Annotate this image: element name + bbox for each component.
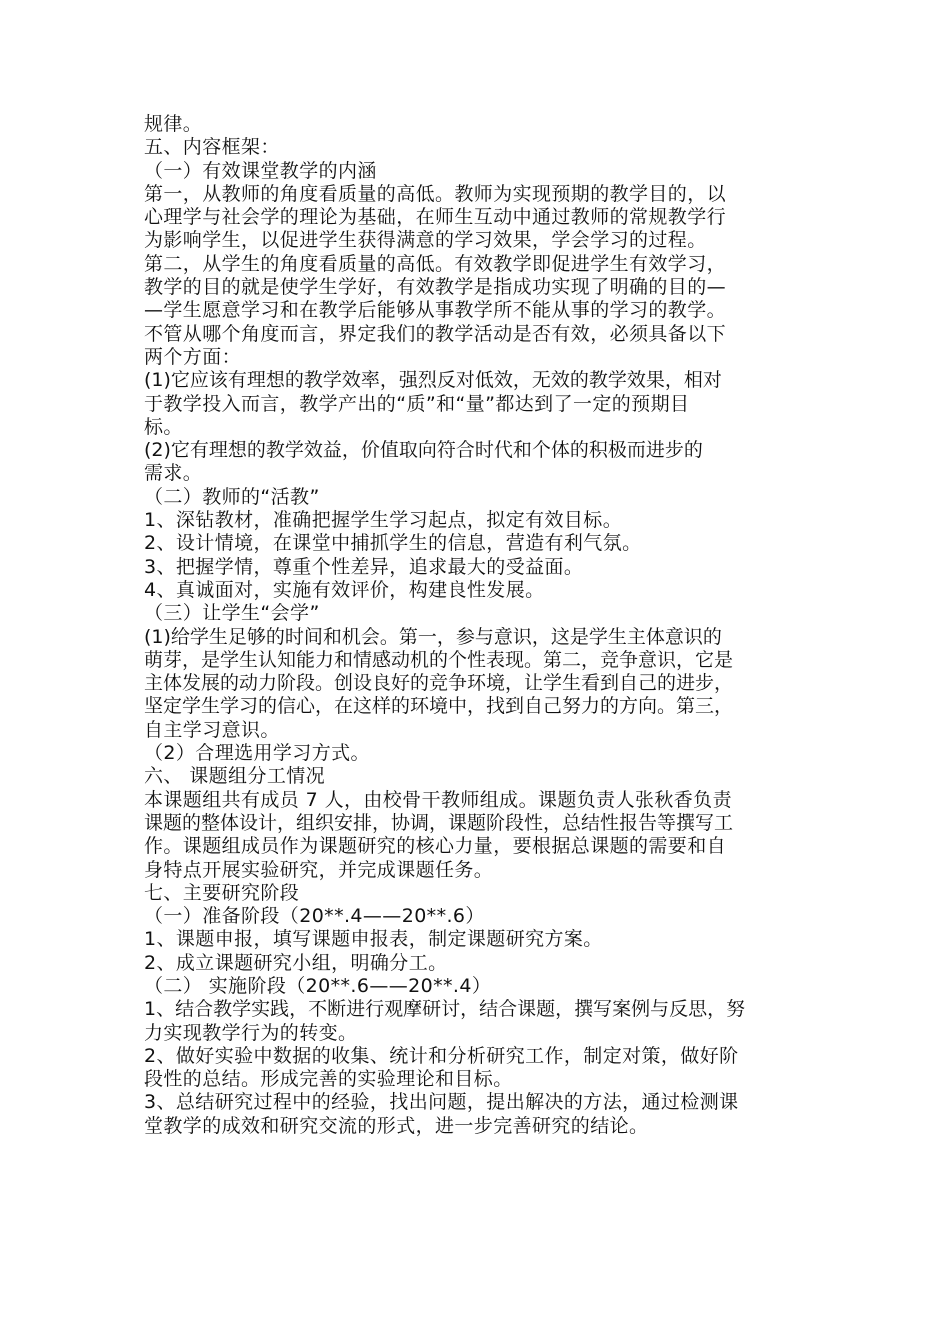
text-line: 身特点开展实验研究，并完成课题任务。 [144,858,494,881]
list-item: 1、课题申报，填写课题申报表，制定课题研究方案。 [144,928,603,951]
subsection-heading: （一）准备阶段（20**.4——20**.6） [144,905,485,928]
text-line: 本课题组共有成员 7 人，由校骨干教师组成。课题负责人张秋香负责 [144,788,732,811]
section-heading: 五、内容框架： [144,136,280,159]
list-item: 2、成立课题研究小组，明确分工。 [144,951,448,974]
list-item: 1、深钻教材，准确把握学生学习起点，拟定有效目标。 [144,509,623,532]
list-item: 2、设计情境，在课堂中捕抓学生的信息，营造有利气氛。 [144,532,642,555]
section-heading: 七、主要研究阶段 [144,881,300,904]
text-line: 于教学投入而言，教学产出的“质”和“量”都达到了一定的预期目 [144,392,690,415]
list-item: 2、做好实验中数据的收集、统计和分析研究工作，制定对策，做好阶 [144,1044,739,1067]
subsection-heading: （三）让学生“会学” [144,602,320,625]
text-line: 需求。 [144,462,203,485]
text-line: (1)给学生足够的时间和机会。第一，参与意识，这是学生主体意识的 [144,625,722,648]
text-line: 两个方面： [144,345,242,368]
text-line: 不管从哪个角度而言，界定我们的教学活动是否有效，必须具备以下 [144,322,727,345]
text-line: 为影响学生，以促进学生获得满意的学习效果，学会学习的过程。 [144,229,707,252]
list-item: 1、结合教学实践，不断进行观摩研讨，结合课题，撰写案例与反思，努 [144,998,746,1021]
text-line: 第二，从学生的角度看质量的高低。有效教学即促进学生有效学习， [144,252,727,275]
text-line: 力实现教学行为的转变。 [144,1021,358,1044]
text-line: 标。 [144,415,183,438]
text-line: 教学的目的就是使学生学好，有效教学是指成功实现了明确的目的— [144,276,727,299]
text-line: (2)它有理想的教学效益，价值取向符合时代和个体的积极而进步的 [144,439,703,462]
text-line: 作。课题组成员作为课题研究的核心力量，要根据总课题的需要和自 [144,835,727,858]
text-line: 课题的整体设计，组织安排，协调，课题阶段性，总结性报告等撰写工 [144,811,734,834]
subsection-heading: （二） 实施阶段（20**.6——20**.4） [144,974,492,997]
section-heading: 六、 课题组分工情况 [144,765,326,788]
subsection-heading: （一）有效课堂教学的内涵 [144,159,377,182]
list-item: 4、真诚面对，实施有效评价，构建良性发展。 [144,578,545,601]
list-item: 3、总结研究过程中的经验，找出问题，提出解决的方法，通过检测课 [144,1091,739,1114]
text-line: 段性的总结。形成完善的实验理论和目标。 [144,1068,513,1091]
text-line: （2）合理选用学习方式。 [144,742,370,765]
list-item: 3、把握学情，尊重个性差异，追求最大的受益面。 [144,555,584,578]
text-line: 自主学习意识。 [144,718,280,741]
text-line: 堂教学的成效和研究交流的形式，进一步完善研究的结论。 [144,1114,649,1137]
text-line: 主体发展的动力阶段。创设良好的竞争环境，让学生看到自己的进步， [144,672,734,695]
subsection-heading: （二）教师的“活教” [144,485,320,508]
text-line: —学生愿意学习和在教学后能够从事教学所不能从事的学习的教学。 [144,299,727,322]
text-line: 第一，从教师的角度看质量的高低。教师为实现预期的教学目的，以 [144,182,727,205]
text-line: 坚定学生学习的信心，在这样的环境中，找到自己努力的方向。第三， [144,695,734,718]
text-line: 心理学与社会学的理论为基础，在师生互动中通过教师的常规教学行 [144,206,727,229]
text-line: 萌芽，是学生认知能力和情感动机的个性表现。第二，竞争意识，它是 [144,648,734,671]
document-body [144,113,824,1138]
text-line: (1)它应该有理想的教学效率，强烈反对低效，无效的教学效果，相对 [144,369,722,392]
text-line: 规律。 [144,113,203,135]
